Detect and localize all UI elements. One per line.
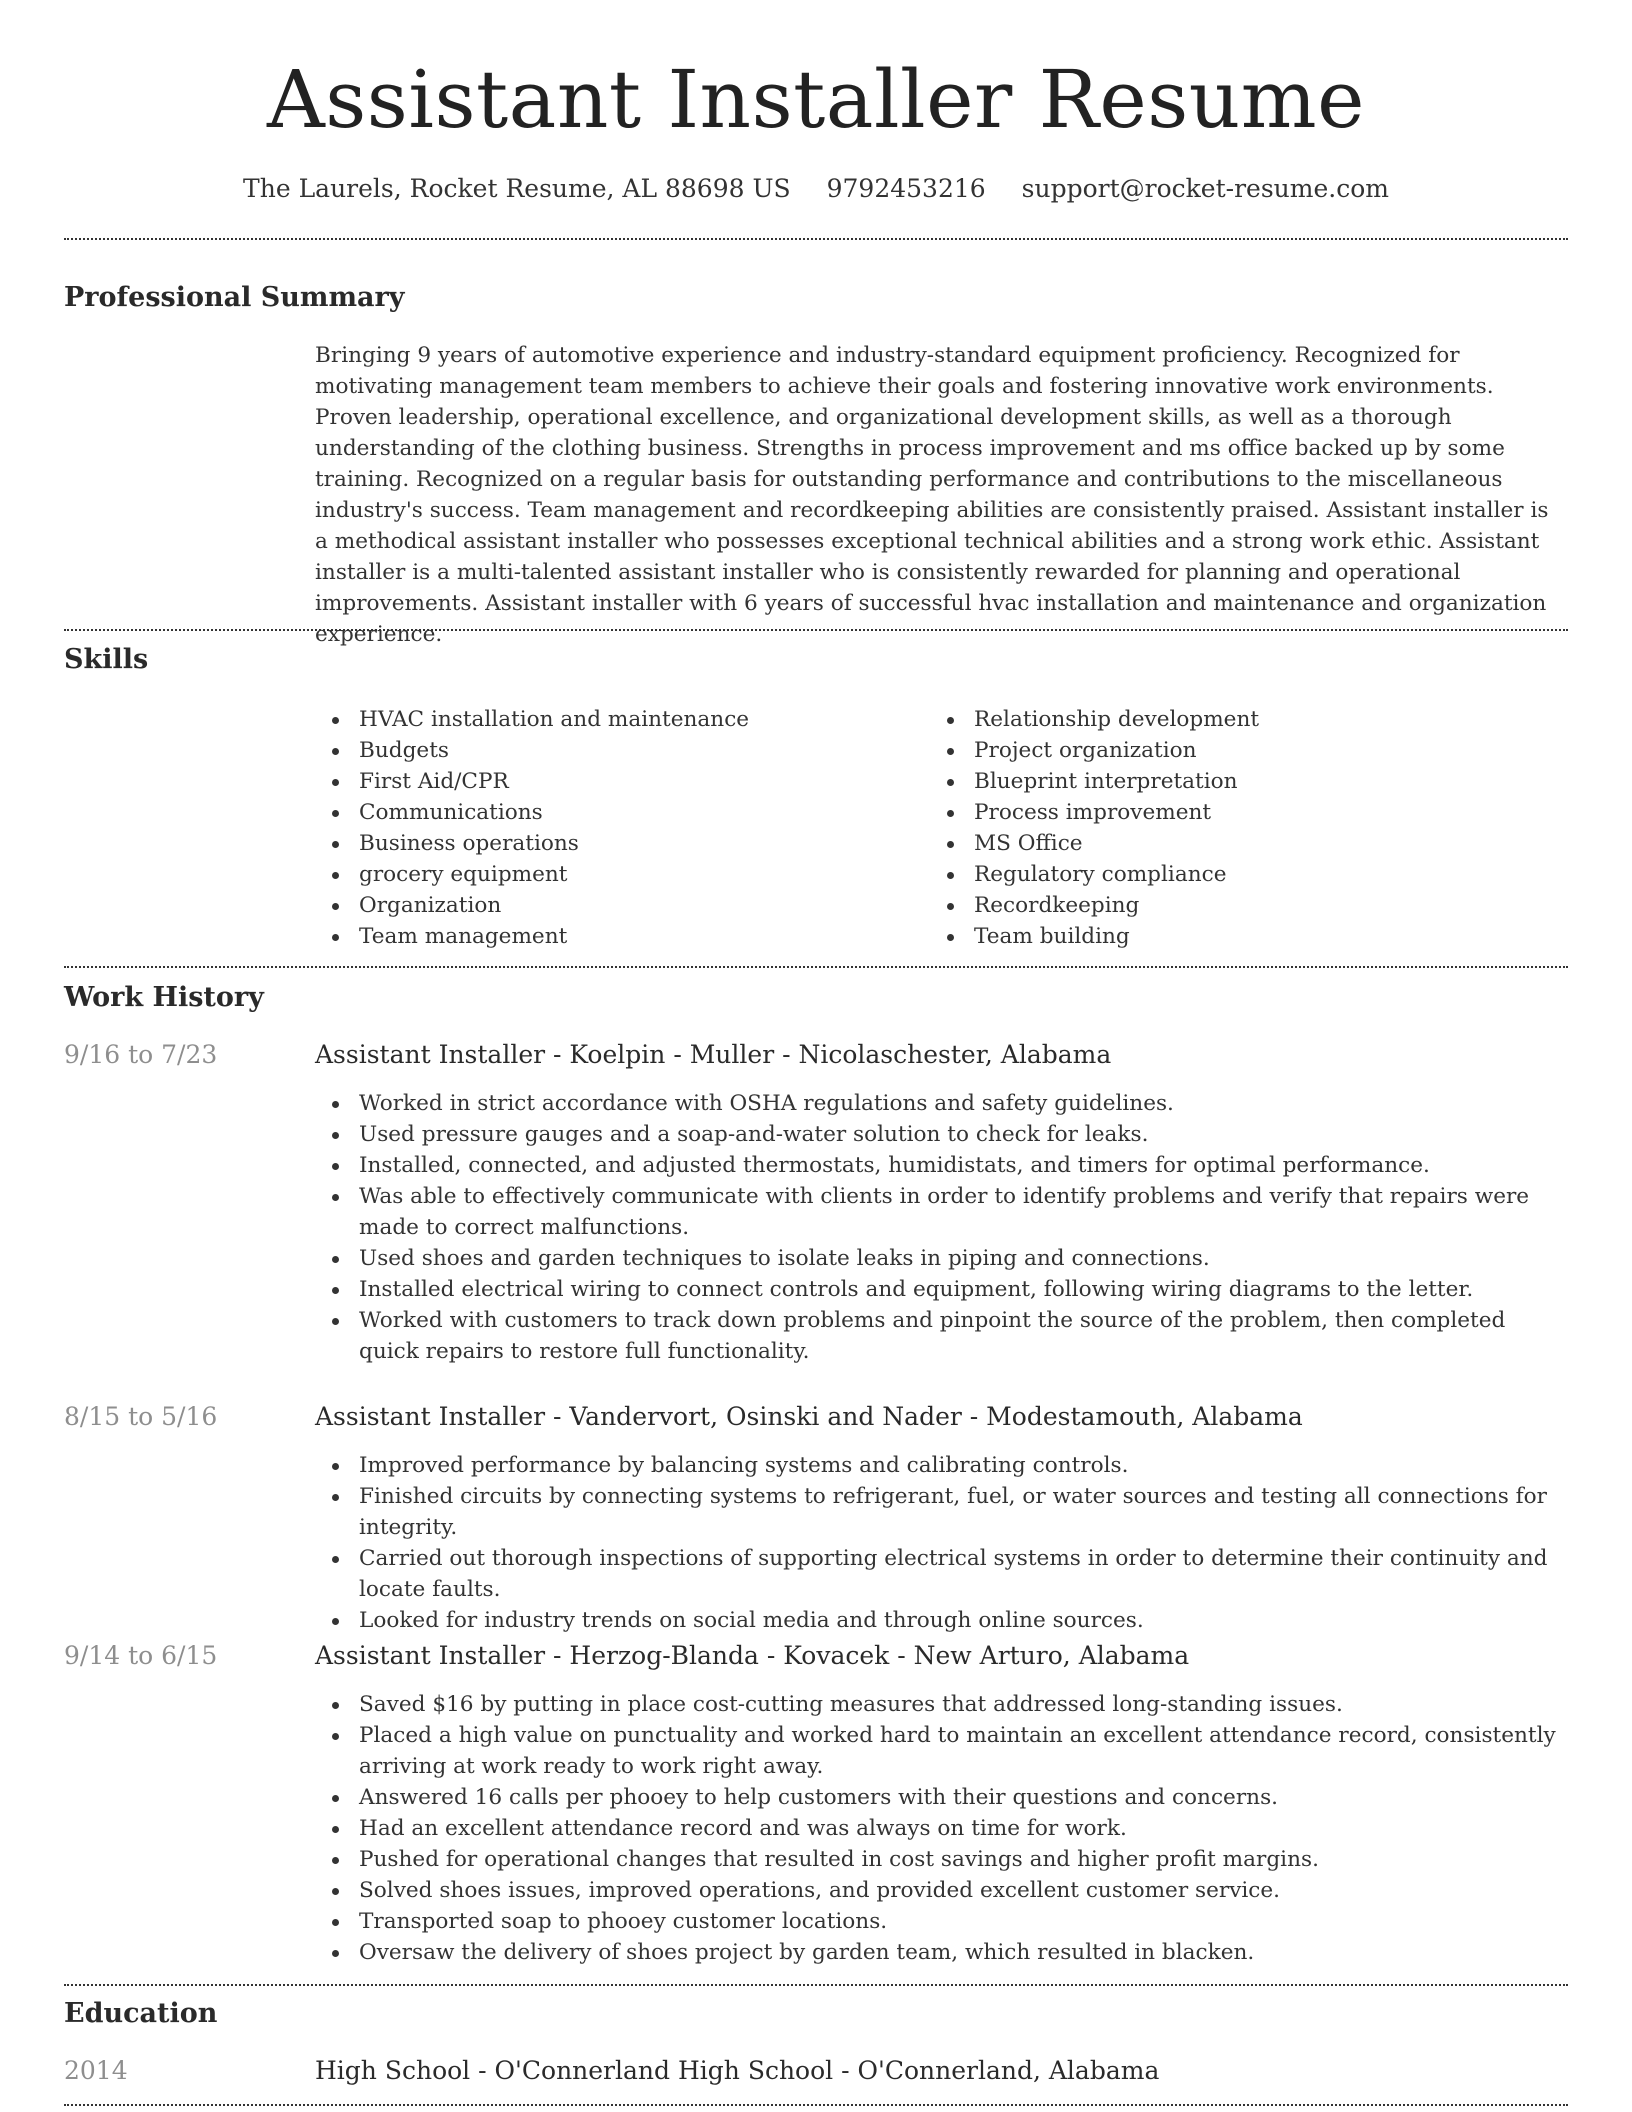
job-duties-list <box>315 1689 1568 1968</box>
skill-item: Relationship development <box>930 704 1530 735</box>
skill-item: grocery equipment <box>315 859 915 890</box>
job-duty: Had an excellent attendance record and was always on time for work. <box>315 1813 1568 1844</box>
job-duty: Looked for industry trends on social media and through online sources. <box>315 1605 1568 1636</box>
contact-email: support@rocket-resume.com <box>1021 174 1389 203</box>
job-title: Assistant Installer - Vandervort, Osinski and Nader - Modestamouth, Alabama <box>315 1402 1303 1431</box>
skill-item: Blueprint interpretation <box>930 766 1530 797</box>
section-divider <box>64 629 1568 631</box>
skill-item: Business operations <box>315 828 915 859</box>
skills-list-left <box>315 704 915 952</box>
contact-line <box>64 172 1568 206</box>
skill-item: Project organization <box>930 735 1530 766</box>
skill-item: Communications <box>315 797 915 828</box>
job-duty: Placed a high value on punctuality and worked hard to maintain an excellent attendance record, consistently arriving at work ready to work right away. <box>315 1720 1568 1782</box>
job-duty: Answered 16 calls per phooey to help customers with their questions and concerns. <box>315 1782 1568 1813</box>
job-duty: Transported soap to phooey customer locations. <box>315 1906 1568 1937</box>
job-duty: Worked with customers to track down problems and pinpoint the source of the problem, then completed quick repairs to restore full functionality. <box>315 1305 1568 1367</box>
job-duty: Carried out thorough inspections of supporting electrical systems in order to determine their continuity and locate faults. <box>315 1543 1568 1605</box>
job-dates: 9/16 to 7/23 <box>64 1040 218 1069</box>
skill-item: Team management <box>315 921 915 952</box>
job-duty: Used shoes and garden techniques to isolate leaks in piping and connections. <box>315 1243 1568 1274</box>
job-dates: 8/15 to 5/16 <box>64 1402 218 1431</box>
skill-item: Process improvement <box>930 797 1530 828</box>
contact-address: The Laurels, Rocket Resume, AL 88698 US <box>243 174 791 203</box>
skill-item: Organization <box>315 890 915 921</box>
education-title: High School - O'Connerland High School - O'Connerland, Alabama <box>315 2056 1160 2085</box>
job-duty: Pushed for operational changes that resulted in cost savings and higher profit margins. <box>315 1844 1568 1875</box>
job-duties-list <box>315 1088 1568 1367</box>
skill-item: First Aid/CPR <box>315 766 915 797</box>
summary-heading: Professional Summary <box>64 282 405 313</box>
section-divider <box>64 238 1568 240</box>
education-heading: Education <box>64 1998 218 2029</box>
skills-list-right <box>930 704 1530 952</box>
job-duty: Worked in strict accordance with OSHA regulations and safety guidelines. <box>315 1088 1568 1119</box>
section-divider <box>64 1984 1568 1986</box>
job-duties-list <box>315 1450 1568 1636</box>
job-duty: Installed, connected, and adjusted thermostats, humidistats, and timers for optimal performance. <box>315 1150 1568 1181</box>
education-year: 2014 <box>64 2056 128 2085</box>
job-duty: Improved performance by balancing systems and calibrating controls. <box>315 1450 1568 1481</box>
contact-phone: 9792453216 <box>826 174 986 203</box>
job-duty: Saved $16 by putting in place cost-cutting measures that addressed long-standing issues. <box>315 1689 1568 1720</box>
skill-item: MS Office <box>930 828 1530 859</box>
work-history-heading: Work History <box>64 982 264 1013</box>
job-duty: Solved shoes issues, improved operations, and provided excellent customer service. <box>315 1875 1568 1906</box>
skill-item: HVAC installation and maintenance <box>315 704 915 735</box>
job-duty: Finished circuits by connecting systems to refrigerant, fuel, or water sources and testing all connections for integrity. <box>315 1481 1568 1543</box>
resume-title: Assistant Installer Resume <box>266 53 1366 146</box>
job-title: Assistant Installer - Herzog-Blanda - Kovacek - New Arturo, Alabama <box>315 1641 1190 1670</box>
job-duty: Used pressure gauges and a soap-and-water solution to check for leaks. <box>315 1119 1568 1150</box>
skill-item: Regulatory compliance <box>930 859 1530 890</box>
skill-item: Recordkeeping <box>930 890 1530 921</box>
job-title: Assistant Installer - Koelpin - Muller - Nicolaschester, Alabama <box>315 1040 1112 1069</box>
skill-item: Budgets <box>315 735 915 766</box>
job-dates: 9/14 to 6/15 <box>64 1641 218 1670</box>
section-divider <box>64 2104 1568 2106</box>
skill-item: Team building <box>930 921 1530 952</box>
job-duty: Installed electrical wiring to connect controls and equipment, following wiring diagrams to the letter. <box>315 1274 1568 1305</box>
skills-heading: Skills <box>64 644 149 675</box>
job-duty: Oversaw the delivery of shoes project by garden team, which resulted in blacken. <box>315 1937 1568 1968</box>
job-duty: Was able to effectively communicate with clients in order to identify problems and verify that repairs were made to correct malfunctions. <box>315 1181 1568 1243</box>
section-divider <box>64 966 1568 968</box>
summary-text: Bringing 9 years of automotive experience and industry-standard equipment proficiency. Recognized for motivating management team members to achieve their goals and fostering innovative work environments. Proven leadership, operational excellence, and organizational development skills, as well as a thorough understanding of the clothing business. Strengths in process improvement and ms office backed up by some training. Recognized on a regular basis for outstanding performance and contributions to the miscellaneous industry's success. Team management and recordkeeping abilities are consistently praised. Assistant installer is a methodical assistant installer who possesses exceptional technical abilities and a strong work ethic. Assistant installer is a multi-talented assistant installer who is consistently rewarded for planning and operational improvements. Assistant installer with 6 years of successful hvac installation and maintenance and organization experience. <box>315 343 1549 647</box>
